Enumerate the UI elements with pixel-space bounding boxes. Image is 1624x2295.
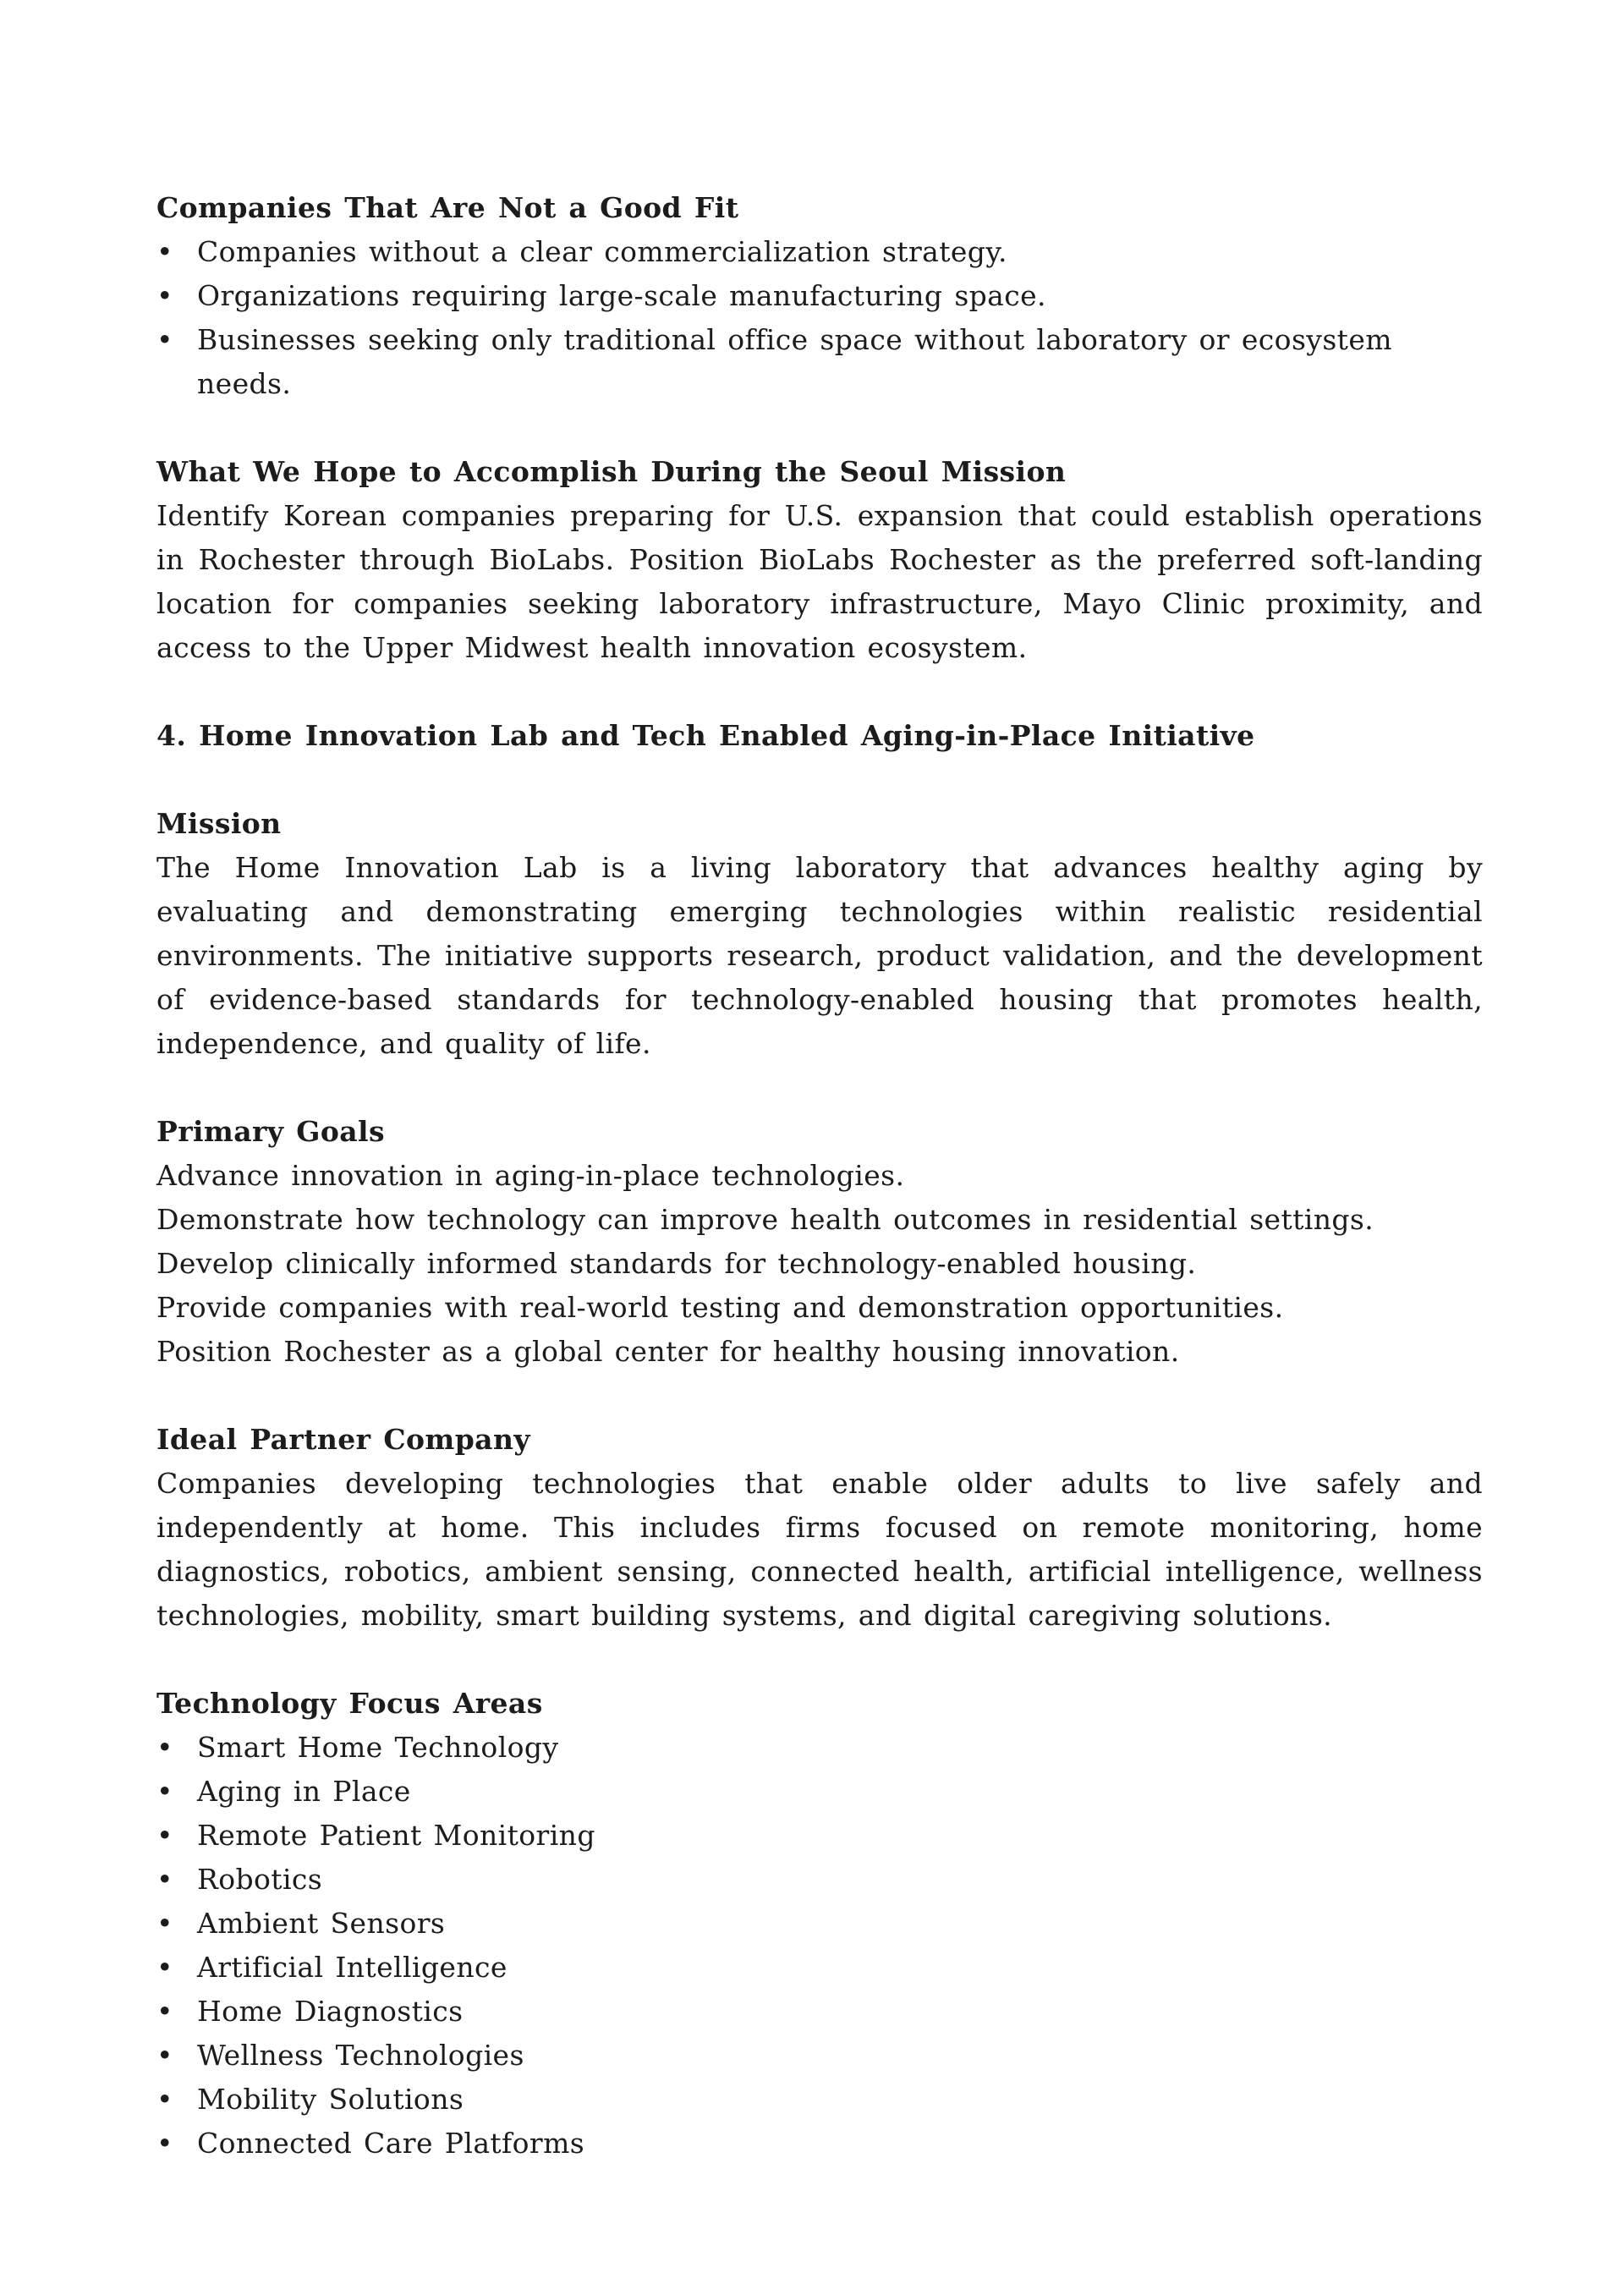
section-mission	[156, 802, 1483, 1066]
list-item-text: Home Diagnostics	[197, 1995, 464, 2028]
bullet-icon: •	[156, 1731, 173, 1764]
goal-line: Demonstrate how technology can improve health outcomes in residential settings.	[156, 1203, 1374, 1236]
bullet-icon: •	[156, 1907, 173, 1940]
bullet-icon: •	[156, 323, 173, 356]
list-item	[156, 274, 1483, 318]
bullet-icon: •	[156, 1775, 173, 1808]
bullet-icon: •	[156, 279, 173, 312]
goal-line: Provide companies with real-world testing and demonstration opportunities.	[156, 1291, 1284, 1324]
spacer	[156, 1374, 1483, 1418]
goal-line: Position Rochester as a global center for healthy housing innovation.	[156, 1335, 1180, 1368]
list-item-text: Remote Patient Monitoring	[197, 1819, 595, 1852]
list-item-text: Companies without a clear commercialization strategy.	[197, 235, 1007, 268]
spacer	[156, 758, 1483, 802]
bullet-list	[156, 1726, 1483, 2166]
section-primary-goals	[156, 1110, 1483, 1374]
bullet-icon: •	[156, 1995, 173, 2028]
list-item-text: Ambient Sensors	[197, 1907, 446, 1940]
spacer	[156, 670, 1483, 714]
list-item	[156, 318, 1483, 406]
list-item-text: Robotics	[197, 1863, 323, 1896]
list-item	[156, 2122, 1483, 2166]
list-item-text: Smart Home Technology	[197, 1731, 559, 1764]
list-item	[156, 1946, 1483, 1990]
list-item-text: Artificial Intelligence	[197, 1951, 508, 1984]
list-item-text: Businesses seeking only traditional office space without laboratory or ecosystem needs.	[197, 323, 1392, 400]
spacer	[156, 1066, 1483, 1110]
bullet-icon: •	[156, 235, 173, 268]
section-heading: Companies That Are Not a Good Fit	[156, 191, 739, 224]
section-paragraph: Identify Korean companies preparing for U.S. expansion that could establish operations in Rochester through BioLabs. Position BioLabs Rochester as the preferred soft-landing location for companies seeking laboratory infrastructure, Mayo Clinic proximity, and access to the Upper Midwest health innovation ecosystem.	[156, 499, 1483, 664]
section-not-good-fit	[156, 186, 1483, 406]
list-item-text: Organizations requiring large-scale manufacturing space.	[197, 279, 1046, 312]
list-item	[156, 2034, 1483, 2078]
bullet-list	[156, 230, 1483, 406]
bullet-icon: •	[156, 2127, 173, 2160]
list-item	[156, 1990, 1483, 2034]
list-item	[156, 230, 1483, 274]
list-item-text: Wellness Technologies	[197, 2039, 524, 2072]
spacer	[156, 406, 1483, 450]
section-paragraph: The Home Innovation Lab is a living laboratory that advances healthy aging by evaluating and demonstrating emerging technologies within realistic residential environments. The initiative supports research, product validation, and the development of evidence-based standards for technology-enabled housing that promotes health, independence, and quality of life.	[156, 851, 1483, 1060]
list-item	[156, 2078, 1483, 2122]
section-heading: What We Hope to Accomplish During the Seoul Mission	[156, 455, 1067, 488]
document-page	[156, 186, 1483, 2166]
list-item	[156, 1770, 1483, 1814]
spacer	[156, 1638, 1483, 1682]
list-item-text: Connected Care Platforms	[197, 2127, 585, 2160]
section-heading: Primary Goals	[156, 1115, 385, 1148]
list-item	[156, 1902, 1483, 1946]
bullet-icon: •	[156, 1951, 173, 1984]
goal-line: Develop clinically informed standards for technology-enabled housing.	[156, 1247, 1197, 1280]
list-item-text: Mobility Solutions	[197, 2083, 464, 2116]
section-heading: Technology Focus Areas	[156, 1687, 543, 1720]
bullet-icon: •	[156, 1863, 173, 1896]
section-4-title: 4. Home Innovation Lab and Tech Enabled Aging-in-Place Initiative	[156, 719, 1255, 752]
goal-line: Advance innovation in aging-in-place technologies.	[156, 1159, 905, 1192]
section-heading: Ideal Partner Company	[156, 1423, 530, 1456]
list-item	[156, 1726, 1483, 1770]
section-seoul-mission	[156, 450, 1483, 670]
section-paragraph: Companies developing technologies that enable older adults to live safely and independently at home. This includes firms focused on remote monitoring, home diagnostics, robotics, ambient sensing, connected health, artificial intelligence, wellness technologies, mobility, smart building systems, and digital caregiving solutions.	[156, 1467, 1483, 1632]
list-item	[156, 1814, 1483, 1858]
list-item-text: Aging in Place	[197, 1775, 411, 1808]
bullet-icon: •	[156, 1819, 173, 1852]
section-ideal-partner	[156, 1418, 1483, 1638]
bullet-icon: •	[156, 2039, 173, 2072]
bullet-icon: •	[156, 2083, 173, 2116]
section-focus-areas	[156, 1682, 1483, 2166]
list-item	[156, 1858, 1483, 1902]
section-heading: Mission	[156, 807, 282, 840]
